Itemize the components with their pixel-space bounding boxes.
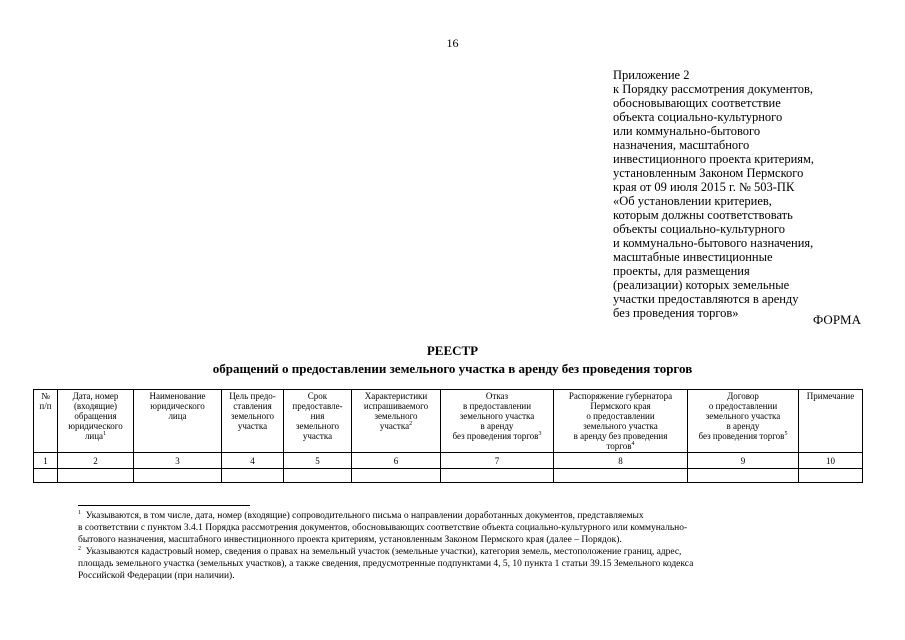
column-header-line: лица (168, 411, 187, 421)
empty-table-row (34, 469, 863, 483)
column-header (222, 390, 284, 453)
column-number: 6 (352, 453, 441, 469)
column-number: 5 (284, 453, 352, 469)
appendix-line: назначения, масштабного (613, 138, 750, 152)
column-header-line: земельного участка (583, 421, 658, 431)
column-header-line: юридического (150, 401, 205, 411)
column-header-line: Дата, номер (72, 391, 119, 401)
footnote-line (78, 522, 868, 534)
footnote-text: Российской Федерации (при наличии). (78, 571, 235, 581)
column-header-line: в аренду (726, 421, 760, 431)
column-header-line: Отказ (485, 391, 509, 401)
footnote-mark: 3 (538, 431, 542, 437)
column-header-line: обращения (74, 411, 117, 421)
column-header-line: Срок (307, 391, 328, 401)
table-cell (34, 469, 58, 483)
column-header-line: о предоставлении (586, 411, 655, 421)
appendix-line: «Об установлении критериев, (613, 194, 772, 208)
column-header-line: торгов (606, 441, 632, 451)
column-header-line: Наименование (149, 391, 206, 401)
table-cell (58, 469, 134, 483)
footnote-mark: 5 (784, 431, 788, 437)
document-subtitle: обращений о предоставлении земельного участка в аренду без проведения торгов (212, 361, 693, 376)
appendix-line: обосновывающих соответствие (613, 96, 781, 110)
column-header-line: испрашиваемого (363, 401, 429, 411)
appendix-line: объекта социально-культурного (613, 110, 783, 124)
footnote-line (78, 510, 868, 522)
column-header-line: участка (237, 421, 268, 431)
appendix-line: объекты социально-культурного (613, 222, 785, 236)
footnote-text: в соответствии с пунктом 3.4.1 Порядка рассмотрения документов, обосновывающих соответствие объекта социально-культурного или коммунально- (78, 523, 688, 533)
table-cell (688, 469, 799, 483)
column-number: 3 (134, 453, 222, 469)
footnote-line (78, 546, 868, 558)
appendix-line: или коммунально-бытового (613, 124, 761, 138)
column-header-line: в аренду без проведения (573, 431, 668, 441)
registry-table (33, 389, 863, 483)
footnote-mark: 1 (78, 509, 81, 516)
column-header-line: о предоставлении (708, 401, 778, 411)
footnote-text: Указываются, в том числе, дата, номер (входящие) сопроводительного письма о направлении доработанных документов, представляемых (85, 511, 644, 521)
appendix-line: установленным Законом Пермского (613, 166, 804, 180)
footnotes (78, 510, 868, 582)
column-header (799, 390, 863, 453)
table-header-row (34, 390, 863, 453)
form-label: ФОРМА (813, 312, 861, 327)
column-number: 1 (34, 453, 58, 469)
column-header-line: в аренду (480, 421, 514, 431)
column-header-line: земельного (374, 411, 418, 421)
column-header (441, 390, 554, 453)
column-header (134, 390, 222, 453)
column-header-line: Договор (727, 391, 759, 401)
column-number: 7 (441, 453, 554, 469)
column-header-line: участка (302, 431, 333, 441)
column-header (58, 390, 134, 453)
column-header-line: юридического (68, 421, 123, 431)
footnote (78, 510, 868, 546)
appendix-line: (реализации) которых земельные (613, 278, 790, 292)
column-number: 4 (222, 453, 284, 469)
column-number: 9 (688, 453, 799, 469)
column-header-line: Цель предо- (229, 391, 276, 401)
table-cell (284, 469, 352, 483)
column-header-line: (входящие) (73, 401, 118, 411)
appendix-heading (613, 68, 903, 320)
footnote-text: Указываются кадастровый номер, сведения о правах на земельный участок (земельные участки), категория земель, местоположение границ, адрес, (85, 547, 682, 557)
footnote-mark: 2 (409, 421, 413, 427)
appendix-line: которым должны соответствовать (613, 208, 793, 222)
column-header-line: земельного (295, 421, 340, 431)
column-header (284, 390, 352, 453)
column-header-line: № (41, 391, 50, 401)
table-cell (441, 469, 554, 483)
column-number: 2 (58, 453, 134, 469)
column-header-line: ния (310, 411, 325, 421)
column-header-line: ставления (233, 401, 272, 411)
footnote-line (78, 534, 868, 546)
footnote-text: бытового назначения, масштабного инвестиционного проекта критериям, установленным Законом Пермского края (далее – Порядок). (78, 535, 622, 545)
table-cell (134, 469, 222, 483)
column-header-line: Характеристики (364, 391, 428, 401)
column-header-line: в предоставлении (462, 401, 532, 411)
column-header-line: участка (379, 421, 410, 431)
table-cell (554, 469, 688, 483)
footnote-mark: 1 (103, 431, 107, 437)
table-cell (222, 469, 284, 483)
column-header-line: Пермского края (590, 401, 651, 411)
column-header (34, 390, 58, 453)
appendix-line: проекты, для размещения (613, 264, 750, 278)
appendix-line: без проведения торгов» (613, 306, 739, 320)
column-header (688, 390, 799, 453)
table-cell (799, 469, 863, 483)
appendix-line: и коммунально-бытового назначения, (613, 236, 814, 250)
column-header-line: без проведения торгов (698, 431, 785, 441)
document-title: РЕЕСТР (426, 343, 479, 358)
footnote-mark: 4 (631, 441, 635, 447)
appendix-line: Приложение 2 (613, 68, 690, 82)
column-header-line: Примечание (806, 391, 855, 401)
appendix-line: масштабные инвестиционные (613, 250, 773, 264)
column-header-line: земельного участка (459, 411, 535, 421)
column-number: 10 (799, 453, 863, 469)
column-number: 8 (554, 453, 688, 469)
footnote (78, 546, 868, 582)
column-header-line: без проведения торгов (452, 431, 539, 441)
appendix-line: инвестиционного проекта критериям, (613, 152, 815, 166)
column-header-line: предоставле- (292, 401, 343, 411)
appendix-line: к Порядку рассмотрения документов, (613, 82, 813, 96)
footnote-text: площадь земельного участка (земельных участков), а также сведения, предусмотренные подпунктами 4, 5, 10 пункта 1 статьи 39.15 Земельного кодекса (78, 559, 694, 569)
appendix-line: края от 09 июля 2015 г. № 503-ПК (613, 180, 795, 194)
column-header (554, 390, 688, 453)
column-header-line: п/п (39, 401, 52, 411)
page-number: 16 (446, 36, 459, 50)
footnote-line (78, 570, 868, 582)
column-header (352, 390, 441, 453)
column-header-line: лица (84, 431, 104, 441)
footnote-separator (78, 505, 250, 506)
appendix-line: участки предоставляются в аренду (613, 292, 799, 306)
column-number-row (34, 453, 863, 469)
column-header-line: Распоряжение губернатора (568, 391, 673, 401)
table-cell (352, 469, 441, 483)
footnote-mark: 2 (78, 545, 81, 552)
column-header-line: земельного участка (705, 411, 781, 421)
column-header-line: земельного (230, 411, 275, 421)
footnote-line (78, 558, 868, 570)
